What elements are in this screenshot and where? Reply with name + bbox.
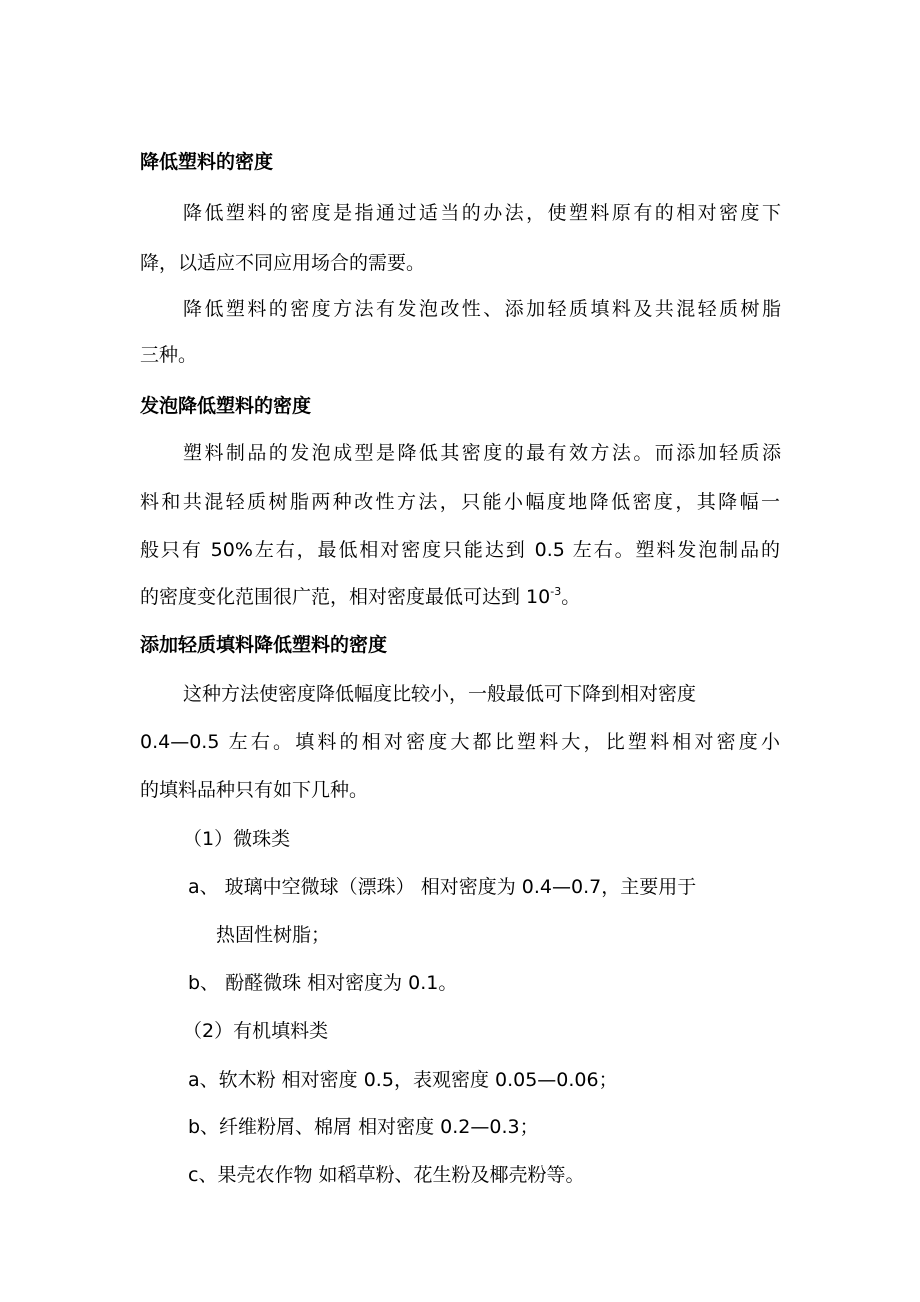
list-item: a、软木粉 相对密度 0.5，表观密度 0.05—0.06； — [188, 1069, 618, 1091]
paragraph-text: 的密度变化范围很广范，相对密度最低可达到 10 — [140, 586, 551, 608]
list-item: b、纤维粉屑、棉屑 相对密度 0.2—0.3； — [188, 1116, 539, 1138]
list-item: a、 玻璃中空微球（漂珠） 相对密度为 0.4—0.7，主要用于 — [188, 876, 697, 898]
section-heading-foaming: 发泡降低塑料的密度 — [140, 395, 312, 417]
paragraph-line: 三种。 — [140, 344, 198, 366]
paragraph-line: 这种方法使密度降低幅度比较小，一般最低可下降到相对密度 — [183, 683, 697, 705]
paragraph-text: 。 — [561, 586, 581, 608]
paragraph-line: 降低塑料的密度是指通过适当的办法，使塑料原有的相对密度下 — [183, 202, 781, 224]
superscript-exponent: -3 — [550, 585, 562, 598]
paragraph-line: 的填料品种只有如下几种。 — [140, 779, 369, 801]
paragraph-line: 塑料制品的发泡成型是降低其密度的最有效方法。而添加轻质添 — [183, 442, 781, 464]
paragraph-line: 料和共混轻质树脂两种改性方法，只能小幅度地降低密度，其降幅一 — [140, 491, 780, 513]
paragraph-line: 0.4—0.5 左右。填料的相对密度大都比塑料大，比塑料相对密度小 — [140, 731, 780, 753]
paragraph-line — [140, 584, 580, 610]
list-group-title-organic-fillers: （2）有机填料类 — [183, 1020, 329, 1042]
paragraph-line: 降低塑料的密度方法有发泡改性、添加轻质填料及共混轻质树脂 — [183, 298, 781, 320]
list-item: b、 酚醛微珠 相对密度为 0.1。 — [188, 972, 458, 994]
paragraph-line: 般只有 50%左右，最低相对密度只能达到 0.5 左右。塑料发泡制品的 — [140, 539, 780, 561]
section-heading-reduce-density: 降低塑料的密度 — [140, 151, 274, 173]
list-group-title-microbeads: （1）微珠类 — [183, 828, 291, 850]
section-heading-light-fillers: 添加轻质填料降低塑料的密度 — [140, 634, 388, 656]
list-item: c、果壳农作物 如稻草粉、花生粉及椰壳粉等。 — [188, 1164, 585, 1186]
list-item-continuation: 热固性树脂； — [216, 924, 331, 946]
paragraph-line: 降，以适应不同应用场合的需要。 — [140, 252, 426, 274]
